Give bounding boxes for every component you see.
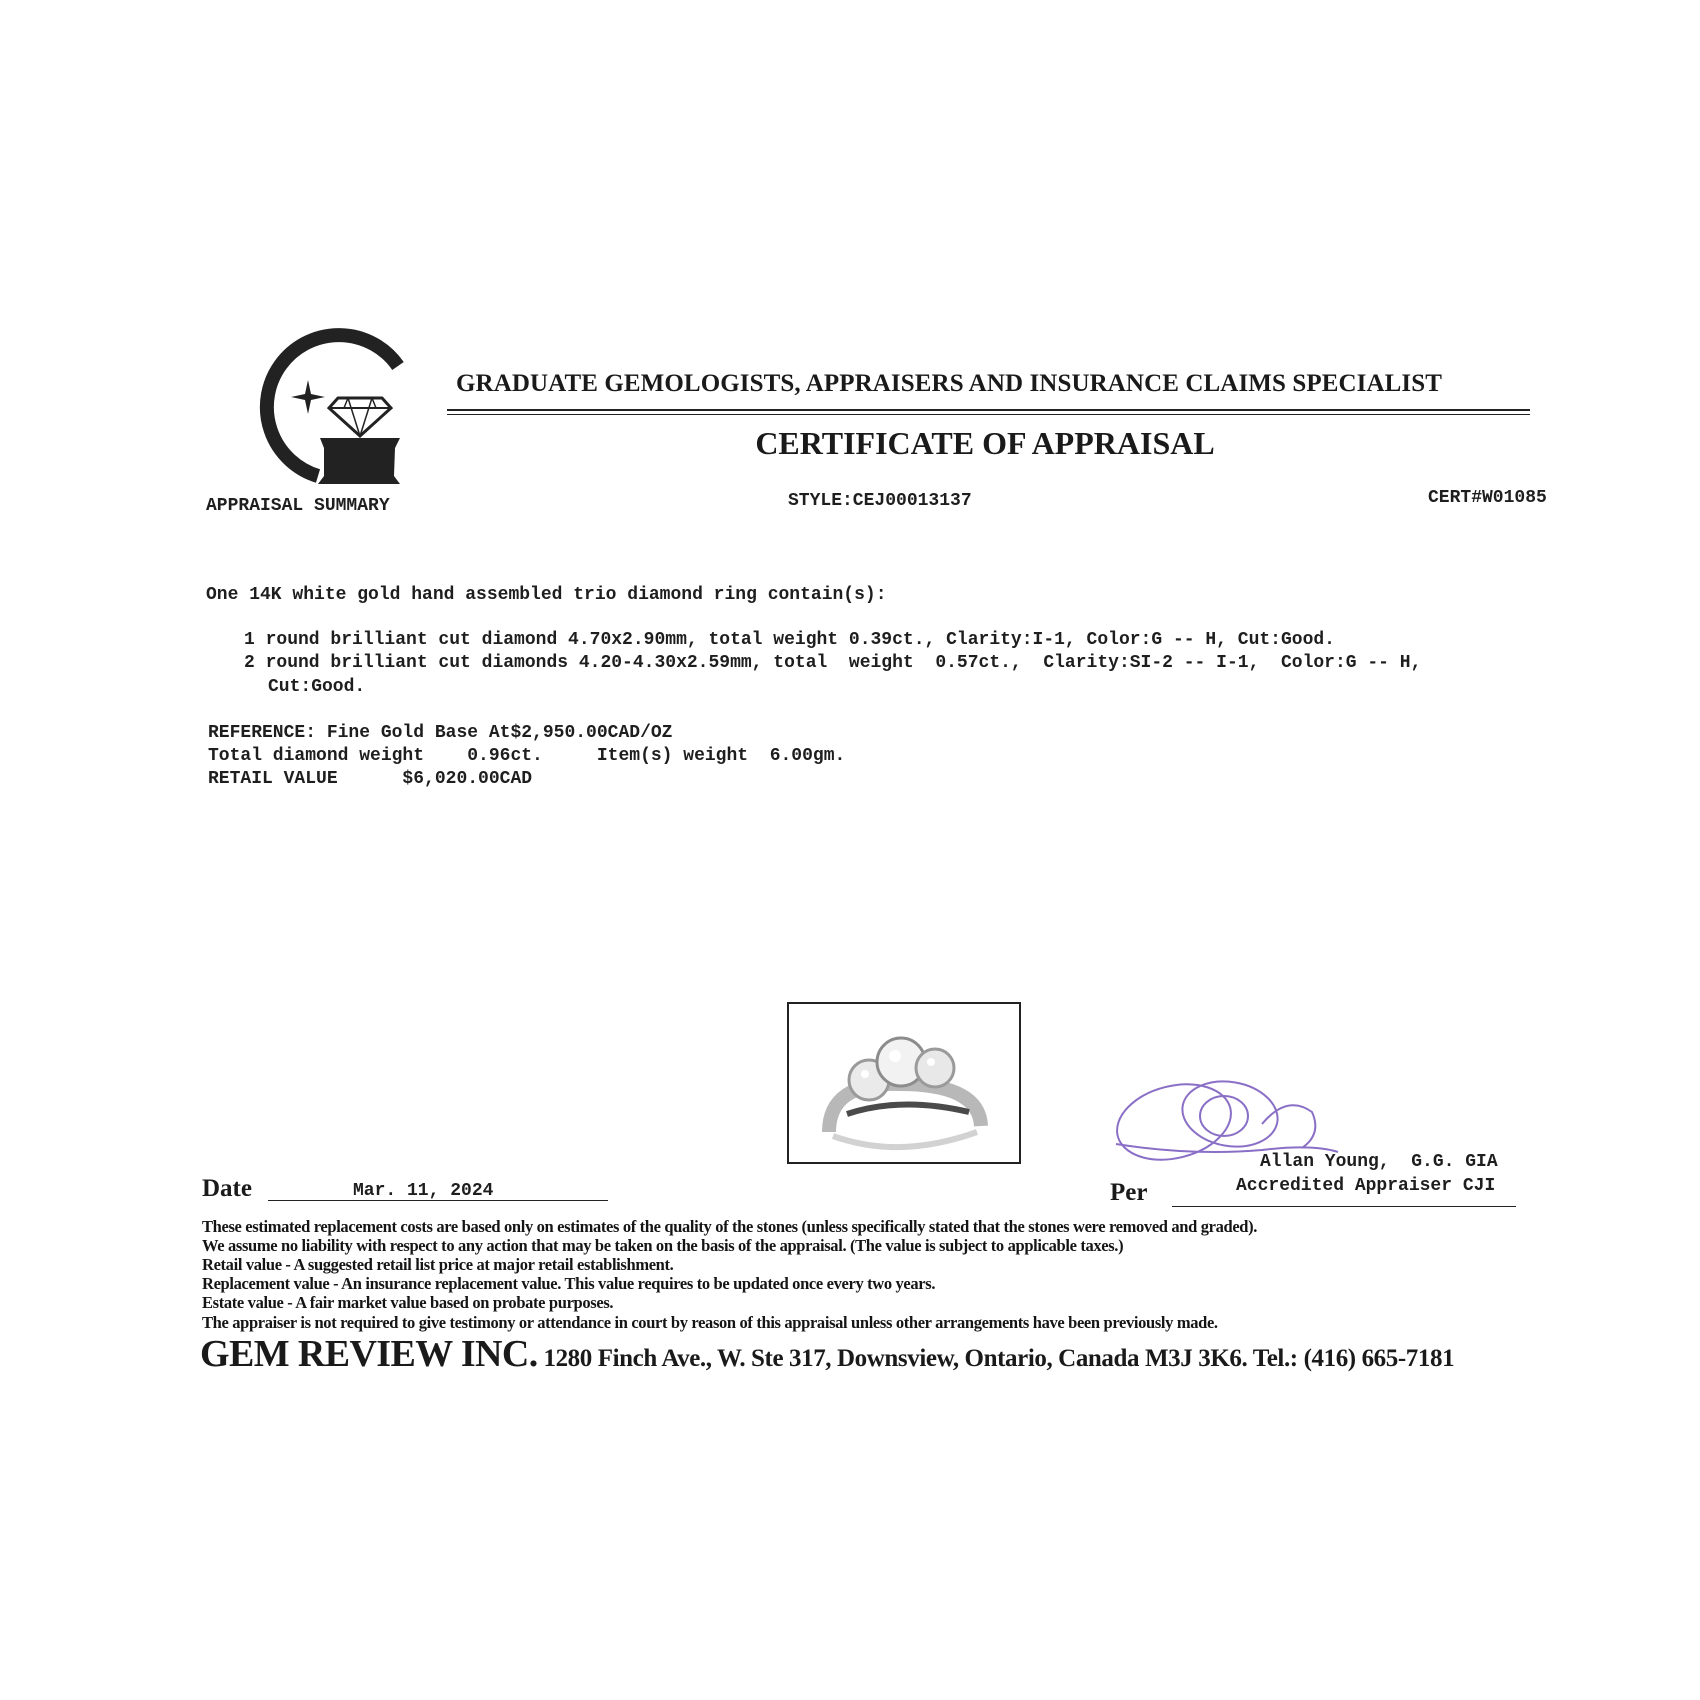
gold-reference: REFERENCE: Fine Gold Base At$2,950.00CAD/OZ (208, 723, 673, 743)
disclaimer-line: Replacement value - An insurance replacement value. This value requires to be updated once every two years. (202, 1274, 936, 1293)
disclaimer-line: We assume no liability with respect to any action that may be taken on the basis of the appraisal. (The value is subject to applicable taxes.) (202, 1236, 1124, 1255)
certificate-number: CERT#W01085 (1428, 488, 1547, 508)
certificate-title: CERTIFICATE OF APPRAISAL (755, 425, 1215, 461)
disclaimer-line: These estimated replacement costs are based only on estimates of the quality of the stones (unless specifically stated that the stones were removed and graded). (202, 1217, 1258, 1236)
signature-line (1172, 1206, 1516, 1207)
organization-tagline: GRADUATE GEMOLOGISTS, APPRAISERS AND INSURANCE CLAIMS SPECIALIST (456, 370, 1442, 397)
appraiser-credential: Accredited Appraiser CJI (1236, 1176, 1496, 1196)
per-label: Per (1110, 1179, 1148, 1206)
stone-description-1: 1 round brilliant cut diamond 4.70x2.90mm, total weight 0.39ct., Clarity:I-1, Color:G -- H, Cut:Good. (244, 630, 1335, 650)
date-value: Mar. 11, 2024 (353, 1181, 494, 1201)
total-weight-line: Total diamond weight 0.96ct. Item(s) weight 6.00gm. (208, 746, 846, 766)
company-footer (200, 1332, 1454, 1376)
company-logo-icon (248, 326, 408, 491)
stone-description-2-continued: Cut:Good. (268, 677, 366, 697)
date-label: Date (202, 1175, 252, 1202)
disclaimer-line: Estate value - A fair market value based on probate purposes. (202, 1293, 614, 1312)
ring-image (789, 1004, 1019, 1162)
company-name: GEM REVIEW INC. (200, 1333, 538, 1375)
item-description: One 14K white gold hand assembled trio diamond ring contain(s): (206, 585, 887, 605)
stone-description-2: 2 round brilliant cut diamonds 4.20-4.30x2.59mm, total weight 0.57ct., Clarity:SI-2 -- I-1, Color:G -- H, (244, 653, 1422, 673)
ring-photo (787, 1002, 1021, 1164)
appraiser-name: Allan Young, G.G. GIA (1260, 1152, 1498, 1172)
header-rule-thin (447, 414, 1530, 415)
header-rule (447, 409, 1530, 411)
company-address: 1280 Finch Ave., W. Ste 317, Downsview, Ontario, Canada M3J 3K6. Tel.: (416) 665-7181 (537, 1345, 1455, 1372)
style-number: STYLE:CEJ00013137 (788, 491, 972, 511)
retail-value: RETAIL VALUE $6,020.00CAD (208, 769, 533, 789)
disclaimer-line: Retail value - A suggested retail list price at major retail establishment. (202, 1255, 674, 1274)
disclaimer-line: The appraiser is not required to give testimony or attendance in court by reason of this appraisal unless other arrangements have been previously made. (202, 1313, 1218, 1332)
appraisal-summary-label: APPRAISAL SUMMARY (206, 496, 390, 516)
